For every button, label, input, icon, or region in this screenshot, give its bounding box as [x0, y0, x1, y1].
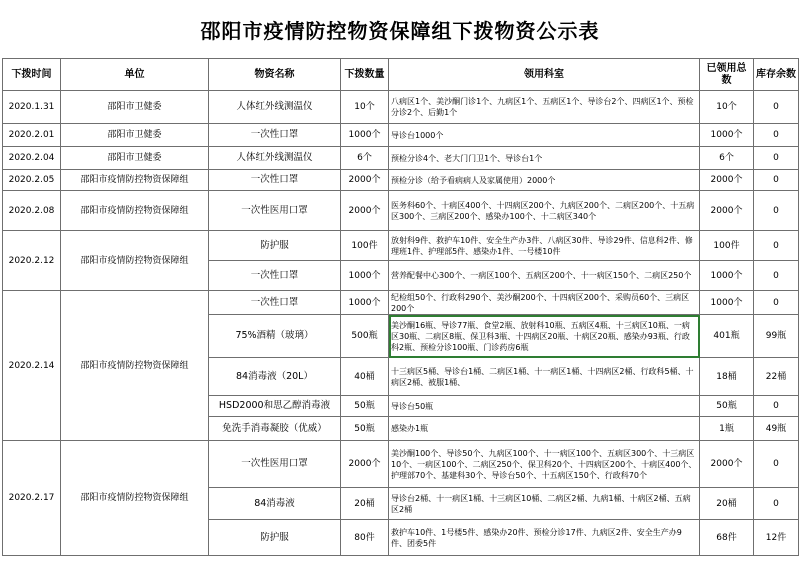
cell-stock[interactable]: 0	[754, 124, 799, 147]
cell-name[interactable]: 防护服	[209, 520, 341, 556]
cell-unit[interactable]: 邵阳市疫情防控物资保障组	[61, 291, 209, 441]
cell-name[interactable]: 一次性口罩	[209, 170, 341, 191]
cell-used[interactable]: 2000个	[700, 441, 754, 488]
cell-stock[interactable]: 0	[754, 147, 799, 170]
cell-stock[interactable]: 12件	[754, 520, 799, 556]
cell-dept[interactable]: 预检分诊4个、老大门门卫1个、导诊台1个	[389, 147, 700, 170]
cell-stock[interactable]: 0	[754, 91, 799, 124]
header-qty: 下拨数量	[341, 59, 389, 91]
cell-name[interactable]: 一次性医用口罩	[209, 441, 341, 488]
cell-used[interactable]: 2000个	[700, 191, 754, 231]
cell-name[interactable]: HSD2000和思乙醇消毒液	[209, 396, 341, 417]
table-row	[3, 124, 799, 147]
cell-date[interactable]: 2020.2.05	[3, 170, 61, 191]
header-unit: 单位	[61, 59, 209, 91]
cell-qty[interactable]: 2000个	[341, 170, 389, 191]
cell-unit[interactable]: 邵阳市卫健委	[61, 124, 209, 147]
cell-used[interactable]: 1000个	[700, 291, 754, 315]
cell-name[interactable]: 人体红外线测温仪	[209, 91, 341, 124]
cell-stock[interactable]: 0	[754, 170, 799, 191]
cell-unit[interactable]: 邵阳市卫健委	[61, 91, 209, 124]
cell-used[interactable]: 401瓶	[700, 315, 754, 358]
cell-dept[interactable]: 营养配餐中心300个、一病区100个、五病区200个、十一病区150个、二病区250个	[389, 261, 700, 291]
cell-date[interactable]: 2020.2.08	[3, 191, 61, 231]
cell-name[interactable]: 一次性医用口罩	[209, 191, 341, 231]
cell-stock[interactable]: 0	[754, 191, 799, 231]
cell-unit[interactable]: 邵阳市疫情防控物资保障组	[61, 191, 209, 231]
cell-stock[interactable]: 0	[754, 396, 799, 417]
cell-name[interactable]: 免洗手消毒凝胶（优威）	[209, 417, 341, 441]
cell-used[interactable]: 50瓶	[700, 396, 754, 417]
header-stock: 库存余数	[754, 59, 799, 91]
cell-used[interactable]: 1瓶	[700, 417, 754, 441]
cell-dept[interactable]: 医务科60个、十病区400个、十四病区200个、九病区200个、二病区200个、十五病区300个、三病区200个、感染办100个、十二病区340个	[389, 191, 700, 231]
cell-dept[interactable]: 八病区1个、美沙酮门诊1个、九病区1个、五病区1个、导诊台2个、四病区1个、预检分诊2个、后勤1个	[389, 91, 700, 124]
cell-used[interactable]: 1000个	[700, 124, 754, 147]
cell-stock[interactable]: 0	[754, 291, 799, 315]
cell-used[interactable]: 6个	[700, 147, 754, 170]
cell-qty[interactable]: 20桶	[341, 488, 389, 520]
materials-table	[2, 58, 799, 556]
cell-stock[interactable]: 0	[754, 231, 799, 261]
cell-dept-selected[interactable]: 美沙酮16瓶、导诊77瓶、食堂2瓶、放射科10瓶、五病区4瓶、十三病区10瓶、一病区30瓶、二病区8瓶、保卫科3瓶、十四病区20瓶、十病区20瓶、感染办93瓶、行政科2瓶、预检分诊100瓶、门诊药房6瓶	[389, 315, 700, 358]
table-row	[3, 191, 799, 231]
cell-dept[interactable]: 预检分诊（给予看病病人及家属使用）2000个	[389, 170, 700, 191]
cell-qty[interactable]: 50瓶	[341, 396, 389, 417]
cell-used[interactable]: 20桶	[700, 488, 754, 520]
cell-qty[interactable]: 100件	[341, 231, 389, 261]
cell-stock[interactable]: 0	[754, 441, 799, 488]
cell-unit[interactable]: 邵阳市疫情防控物资保障组	[61, 231, 209, 291]
cell-name[interactable]: 人体红外线测温仪	[209, 147, 341, 170]
cell-dept[interactable]: 导诊台2桶、十一病区1桶、十三病区10桶、二病区2桶、九病1桶、十病区2桶、五病区2桶	[389, 488, 700, 520]
table-row	[3, 147, 799, 170]
cell-unit[interactable]: 邵阳市疫情防控物资保障组	[61, 170, 209, 191]
cell-qty[interactable]: 10个	[341, 91, 389, 124]
cell-used[interactable]: 2000个	[700, 170, 754, 191]
cell-name[interactable]: 一次性口罩	[209, 291, 341, 315]
cell-dept[interactable]: 放射科9件、救护车10件、安全生产办3件、八病区30件、导诊29件、信息科2件、修理班1件、护理部5件、感染办1件、一号楼10件	[389, 231, 700, 261]
cell-used[interactable]: 100件	[700, 231, 754, 261]
cell-used[interactable]: 68件	[700, 520, 754, 556]
cell-qty[interactable]: 40桶	[341, 358, 389, 396]
cell-qty[interactable]: 1000个	[341, 291, 389, 315]
cell-stock[interactable]: 99瓶	[754, 315, 799, 358]
cell-dept[interactable]: 导诊台50瓶	[389, 396, 700, 417]
page-title: 邵阳市疫情防控物资保障组下拨物资公示表	[200, 18, 600, 43]
cell-dept[interactable]: 十三病区5桶、导诊台1桶、二病区1桶、十一病区1桶、十四病区2桶、行政科5桶、十病区2桶、被服1桶、	[389, 358, 700, 396]
cell-date[interactable]: 2020.2.17	[3, 441, 61, 556]
cell-used[interactable]: 10个	[700, 91, 754, 124]
cell-qty[interactable]: 80件	[341, 520, 389, 556]
cell-date[interactable]: 2020.2.04	[3, 147, 61, 170]
cell-dept[interactable]: 感染办1瓶	[389, 417, 700, 441]
cell-qty[interactable]: 2000个	[341, 191, 389, 231]
cell-qty[interactable]: 2000个	[341, 441, 389, 488]
cell-name[interactable]: 一次性口罩	[209, 124, 341, 147]
table-header-row	[3, 59, 799, 91]
cell-date[interactable]: 2020.2.12	[3, 231, 61, 291]
table-row	[3, 441, 799, 488]
cell-stock[interactable]: 0	[754, 261, 799, 291]
table-row	[3, 231, 799, 261]
cell-dept[interactable]: 美沙酮100个、导诊50个、九病区100个、十一病区100个、五病区300个、十三病区10个、一病区100个、二病区250个、保卫科20个、十四病区200个、十病区400个、护理部70个、基建科30个、导诊台50个、十五病区150个、行政科70个	[389, 441, 700, 488]
header-date: 下拨时间	[3, 59, 61, 91]
cell-name[interactable]: 84消毒液（20L）	[209, 358, 341, 396]
cell-stock[interactable]: 0	[754, 488, 799, 520]
cell-date[interactable]: 2020.2.01	[3, 124, 61, 147]
table-row	[3, 91, 799, 124]
cell-dept[interactable]: 纪检组50个、行政科290个、美沙酮200个、十四病区200个、采购员60个、三病区200个	[389, 291, 700, 315]
cell-qty[interactable]: 1000个	[341, 124, 389, 147]
table-row	[3, 170, 799, 191]
cell-date[interactable]: 2020.1.31	[3, 91, 61, 124]
cell-name[interactable]: 防护服	[209, 231, 341, 261]
cell-stock[interactable]: 49瓶	[754, 417, 799, 441]
cell-used[interactable]: 1000个	[700, 261, 754, 291]
cell-qty[interactable]: 50瓶	[341, 417, 389, 441]
header-dept: 领用科室	[389, 59, 700, 91]
cell-dept[interactable]: 导诊台1000个	[389, 124, 700, 147]
cell-stock[interactable]: 22桶	[754, 358, 799, 396]
header-name: 物资名称	[209, 59, 341, 91]
cell-name[interactable]: 84消毒液	[209, 488, 341, 520]
cell-dept[interactable]: 救护车10件、1号楼5件、感染办20件、预检分诊17件、九病区2件、安全生产办9件、团委5件	[389, 520, 700, 556]
cell-name[interactable]: 一次性口罩	[209, 261, 341, 291]
table-row	[3, 291, 799, 315]
cell-qty[interactable]: 500瓶	[341, 315, 389, 358]
header-used: 已领用总数	[700, 59, 754, 91]
cell-unit[interactable]: 邵阳市卫健委	[61, 147, 209, 170]
cell-qty[interactable]: 6个	[341, 147, 389, 170]
cell-used[interactable]: 18桶	[700, 358, 754, 396]
cell-unit[interactable]: 邵阳市疫情防控物资保障组	[61, 441, 209, 556]
cell-name[interactable]: 75%酒精（玻璃）	[209, 315, 341, 358]
cell-date[interactable]: 2020.2.14	[3, 291, 61, 441]
cell-qty[interactable]: 1000个	[341, 261, 389, 291]
